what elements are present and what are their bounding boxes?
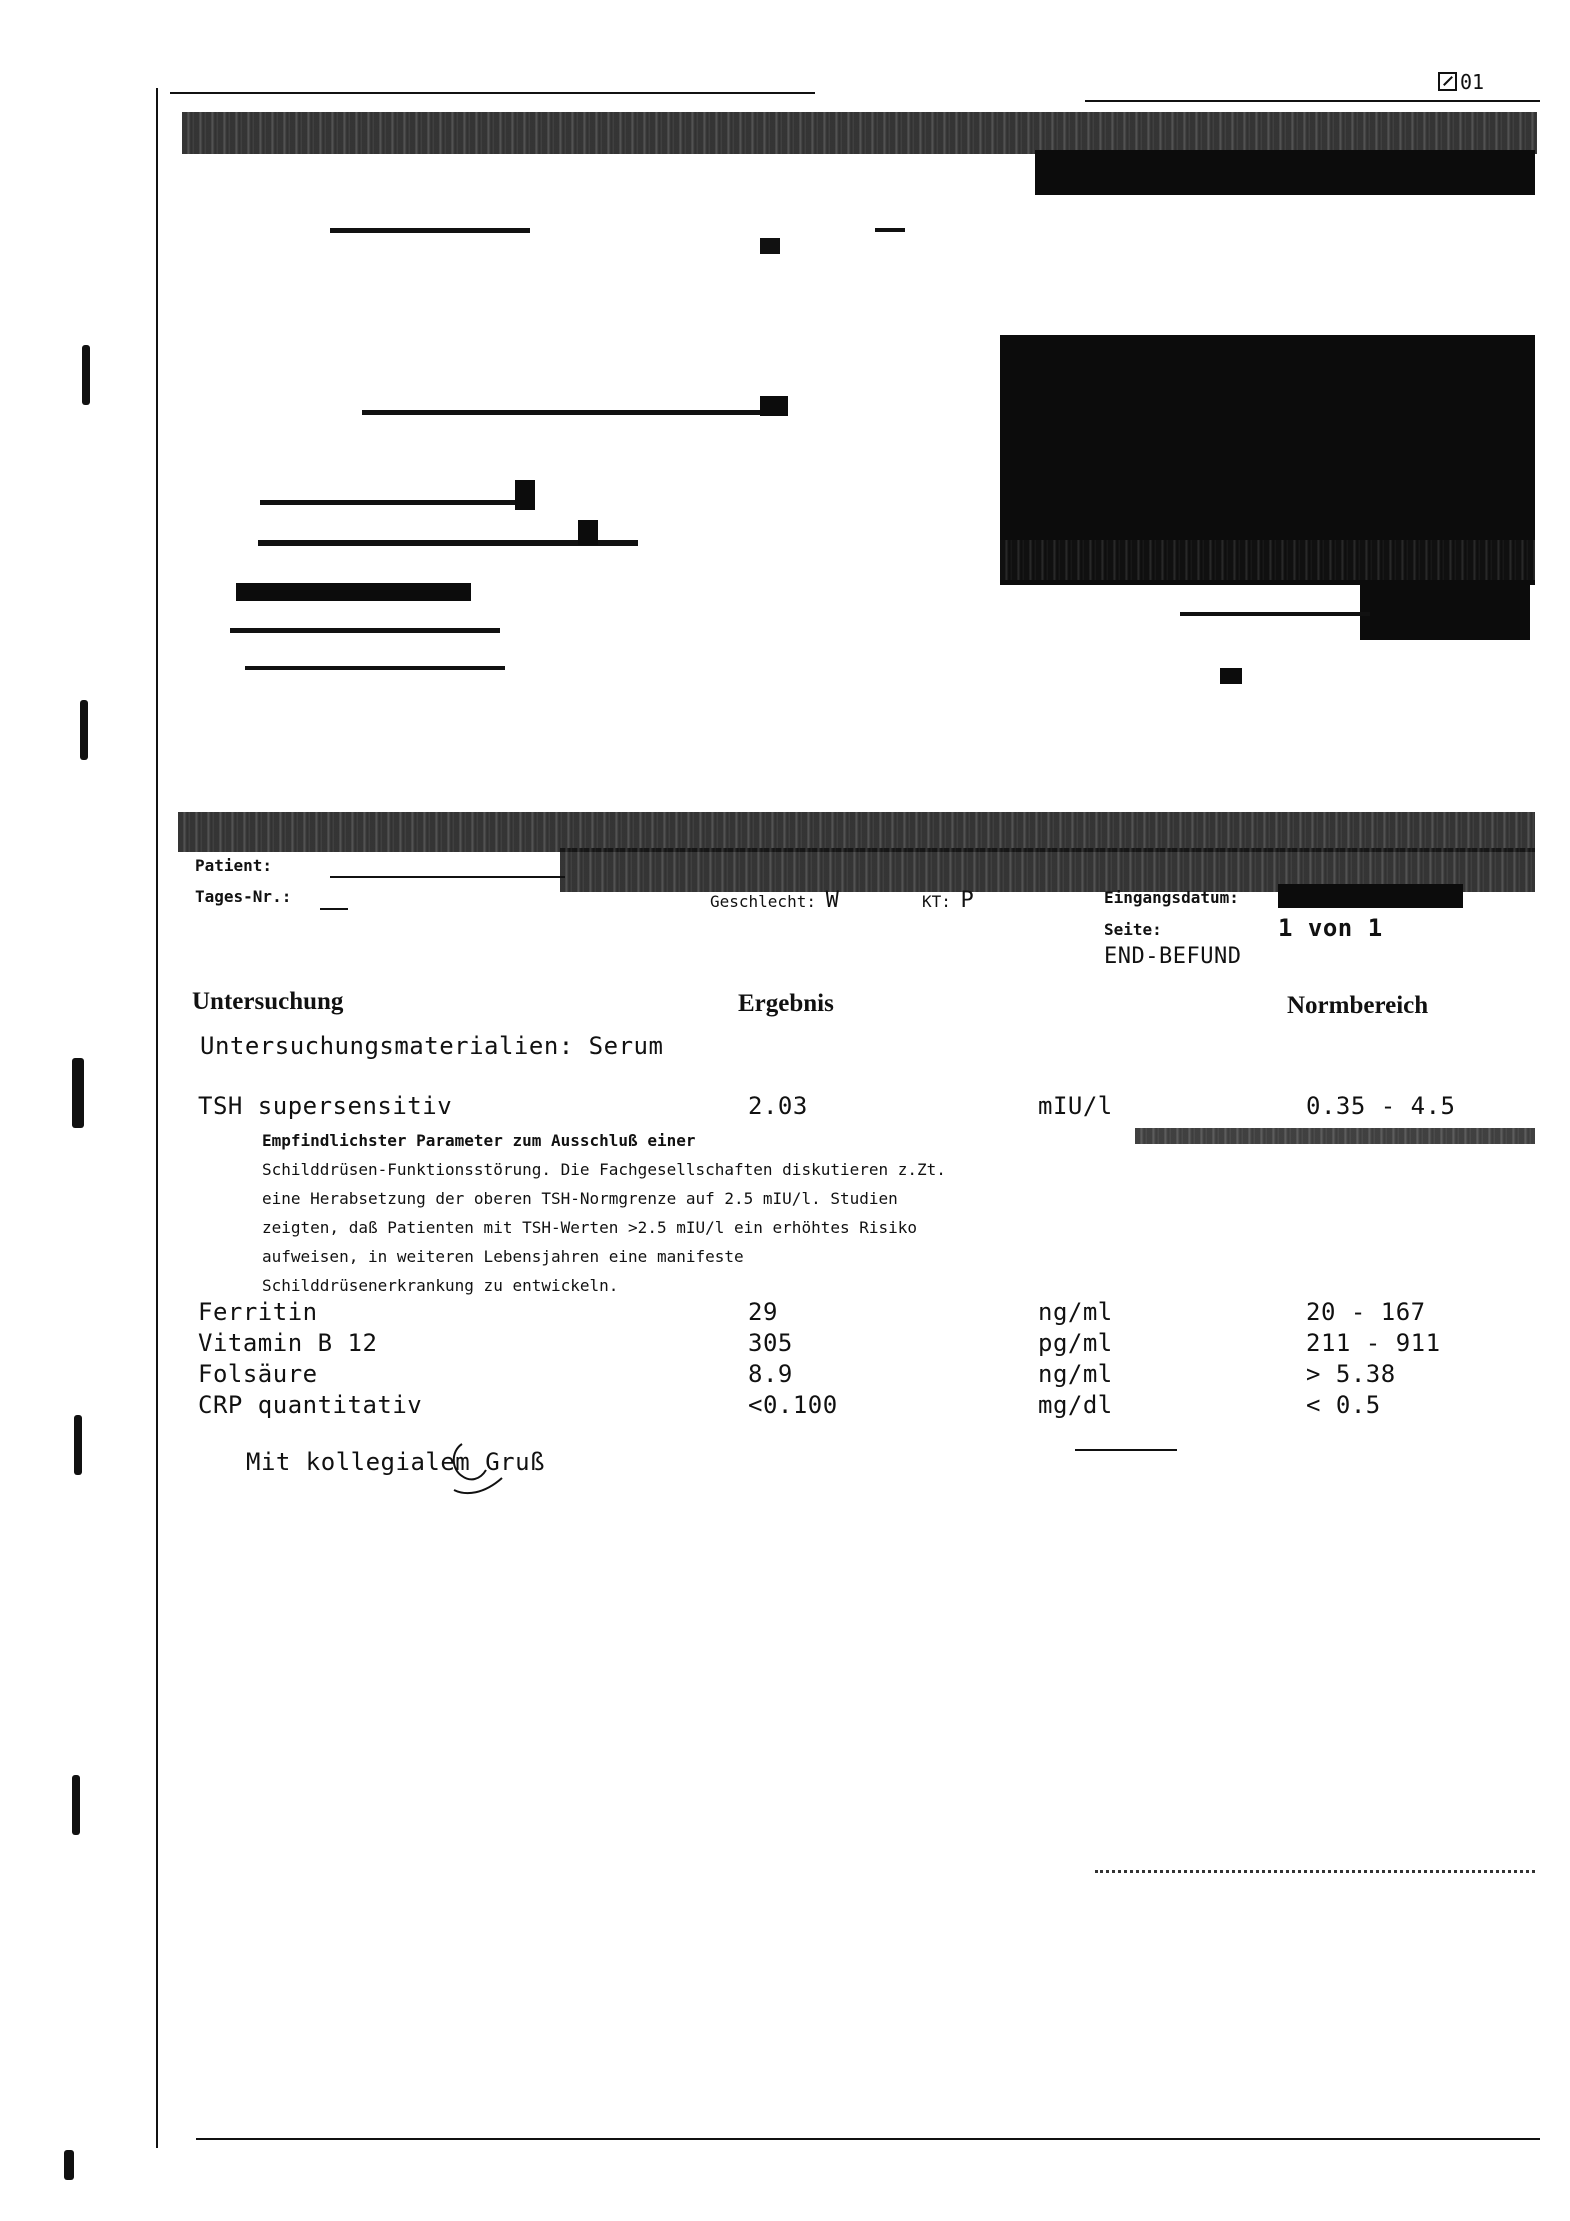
seite-label: Seite:	[1104, 920, 1162, 939]
footer-rule	[196, 2138, 1540, 2140]
result-name: Ferritin	[198, 1298, 318, 1326]
result-range: 211 - 911	[1306, 1329, 1441, 1357]
redacted-block	[760, 396, 788, 416]
redacted-report-band	[178, 812, 1535, 852]
result-name: CRP quantitativ	[198, 1391, 423, 1419]
result-unit: mg/dl	[1038, 1391, 1113, 1419]
margin-mark	[80, 700, 88, 760]
redacted-block	[515, 480, 535, 510]
result-row-vitamin-b12	[0, 1329, 1570, 1359]
result-range: 20 - 167	[1306, 1298, 1426, 1326]
result-value: 2.03	[748, 1092, 808, 1120]
column-header-ergebnis: Ergebnis	[738, 990, 834, 1017]
redacted-block	[578, 520, 598, 545]
result-row-crp	[0, 1391, 1570, 1421]
seite-value: 1 von 1	[1278, 914, 1383, 942]
margin-mark	[64, 2150, 74, 2180]
patient-label: Patient:	[195, 856, 273, 875]
redacted-block	[236, 583, 471, 601]
dotted-line	[1095, 1870, 1535, 1873]
result-unit: pg/ml	[1038, 1329, 1113, 1357]
tsh-comment-line: Schilddrüsen-Funktionsstörung. Die Fachgesellschaften diskutieren z.Zt.	[262, 1160, 946, 1179]
result-value: 8.9	[748, 1360, 793, 1388]
redacted-line	[230, 628, 500, 633]
befund-status: END-BEFUND	[1104, 944, 1242, 969]
redacted-line	[330, 228, 530, 233]
margin-mark	[82, 345, 90, 405]
tsh-comment-line: Schilddrüsenerkrankung zu entwickeln.	[262, 1276, 619, 1295]
tages-nr-label: Tages-Nr.:	[195, 887, 292, 906]
kt-label: KT: P	[922, 888, 974, 913]
result-name: Folsäure	[198, 1360, 318, 1388]
margin-mark	[74, 1415, 82, 1475]
redacted-smudge	[1135, 1128, 1535, 1144]
result-unit: mIU/l	[1038, 1092, 1113, 1120]
top-rule-right	[1085, 100, 1540, 102]
redacted-line	[362, 410, 782, 415]
underline	[1075, 1449, 1177, 1451]
redacted-block	[1220, 668, 1242, 684]
result-range: > 5.38	[1306, 1360, 1396, 1388]
material-line: Untersuchungsmaterialien: Serum	[200, 1032, 664, 1060]
result-name: Vitamin B 12	[198, 1329, 378, 1357]
kt-value: P	[960, 888, 974, 913]
column-header-untersuchung: Untersuchung	[192, 988, 344, 1015]
redacted-line	[245, 666, 505, 670]
result-row-tsh	[0, 1092, 1570, 1122]
tsh-comment-line: aufweisen, in weiteren Lebensjahren eine manifeste	[262, 1247, 744, 1266]
redacted-line	[875, 228, 905, 232]
patient-redacted-line	[330, 876, 565, 878]
margin-mark	[72, 1775, 80, 1835]
redacted-line	[760, 238, 780, 254]
tages-nr-redacted-line	[320, 908, 348, 910]
redacted-line	[260, 500, 535, 505]
result-value: 305	[748, 1329, 793, 1357]
eingangsdatum-label: Eingangsdatum:	[1104, 888, 1239, 907]
redacted-block	[1035, 150, 1535, 195]
geschlecht-label: Geschlecht: W	[710, 888, 839, 913]
result-row-ferritin	[0, 1298, 1570, 1328]
signature-scribble	[440, 1440, 510, 1500]
closing-text: Mit kollegialem Gruß	[246, 1448, 545, 1476]
top-rule	[170, 92, 815, 94]
column-header-normbereich: Normbereich	[1287, 992, 1429, 1019]
result-name: TSH supersensitiv	[198, 1092, 453, 1120]
checkbox-icon	[1438, 72, 1457, 91]
redacted-line	[1180, 612, 1370, 616]
result-value: 29	[748, 1298, 778, 1326]
tsh-comment-line: eine Herabsetzung der oberen TSH-Normgrenze auf 2.5 mIU/l. Studien	[262, 1189, 898, 1208]
result-range: < 0.5	[1306, 1391, 1381, 1419]
redacted-address-box-edge	[1000, 540, 1535, 580]
tsh-comment-line: zeigten, daß Patienten mit TSH-Werten >2.5 mIU/l ein erhöhtes Risiko	[262, 1218, 918, 1237]
fax-page-number: 01	[1438, 70, 1484, 94]
redacted-block	[1360, 580, 1530, 640]
result-unit: ng/ml	[1038, 1298, 1113, 1326]
geschlecht-value: W	[825, 888, 839, 913]
result-range: 0.35 - 4.5	[1306, 1092, 1456, 1120]
result-value: <0.100	[748, 1391, 838, 1419]
tsh-comment-line: Empfindlichster Parameter zum Ausschluß einer	[262, 1131, 696, 1150]
tsh-comment	[262, 1126, 946, 1300]
result-row-folsaeure	[0, 1360, 1570, 1390]
result-unit: ng/ml	[1038, 1360, 1113, 1388]
redacted-date	[1278, 884, 1463, 908]
redacted-letterhead	[182, 112, 1537, 154]
